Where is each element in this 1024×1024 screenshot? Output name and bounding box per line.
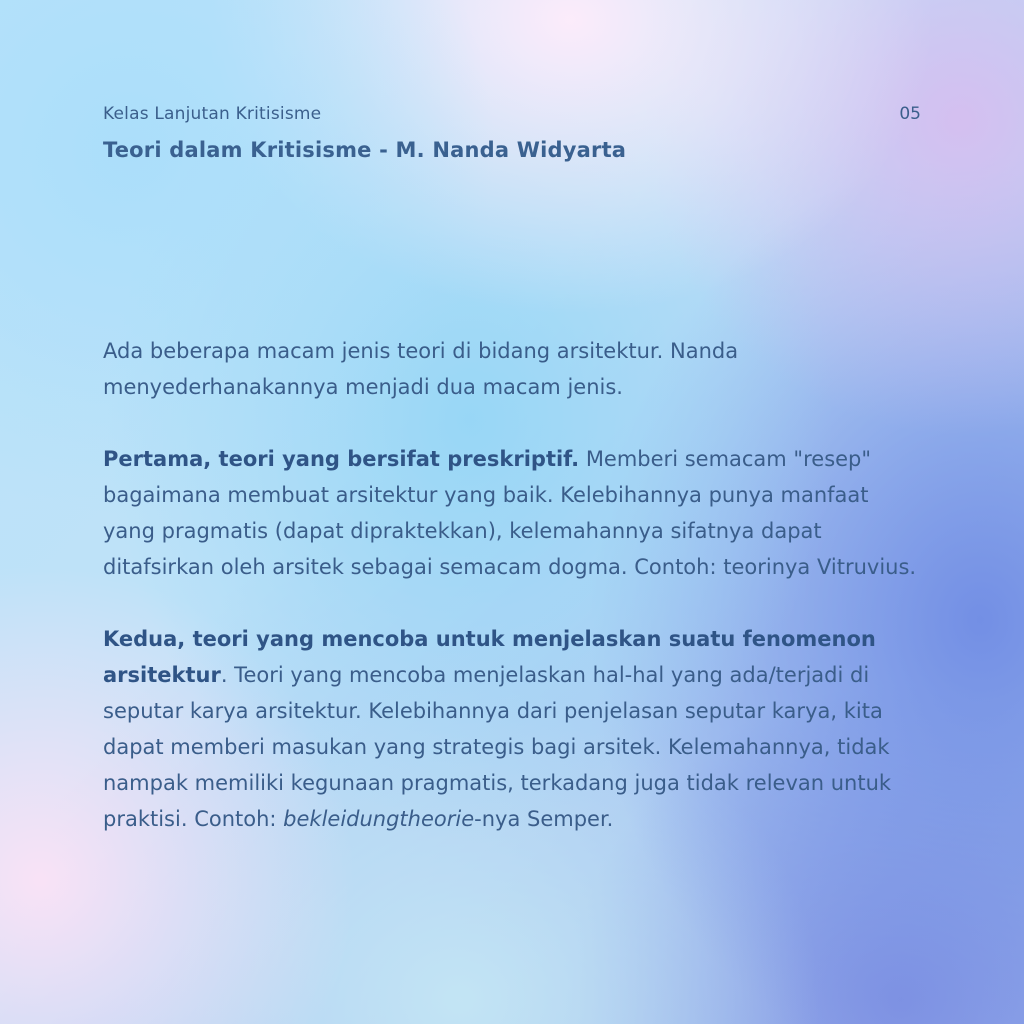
second-theory-example-term: bekleidungtheorie [283,807,475,831]
page-title: Teori dalam Kritisisme - M. Nanda Widyarta [103,138,627,162]
first-theory-paragraph [103,441,923,585]
first-theory-heading: Pertama, teori yang bersifat preskriptif. [103,447,580,471]
second-theory-body: . Teori yang mencoba menjelaskan hal-hal yang ada/terjadi di seputar karya arsitektur. Kelebihannya dari penjelasan seputar karya, kita dapat memberi masukan yang strategis bagi arsitek. Kelemahannya, tidak nampak memiliki kegunaan pragmatis, terkadang juga tidak relevan untuk praktisi. Contoh: [103,663,892,831]
body-text [103,333,923,873]
second-theory-example-suffix: -nya Semper. [474,807,614,831]
second-theory-heading: Kedua, teori yang mencoba untuk menjelaskan suatu fenomenon arsitektur [103,627,876,687]
first-theory-body: Memberi semacam "resep" bagaimana membuat arsitektur yang baik. Kelebihannya punya manfaat yang pragmatis (dapat dipraktekkan), kelemahannya sifatnya dapat ditafsirkan oleh arsitek sebagai semacam dogma. Contoh: teorinya Vitruvius. [103,447,917,579]
page-number: 05 [899,104,921,124]
second-theory-paragraph [103,621,923,837]
header-course: Kelas Lanjutan Kritisisme [103,104,322,124]
intro-paragraph: Ada beberapa macam jenis teori di bidang arsitektur. Nanda menyederhanakannya menjadi dua macam jenis. [103,339,739,399]
